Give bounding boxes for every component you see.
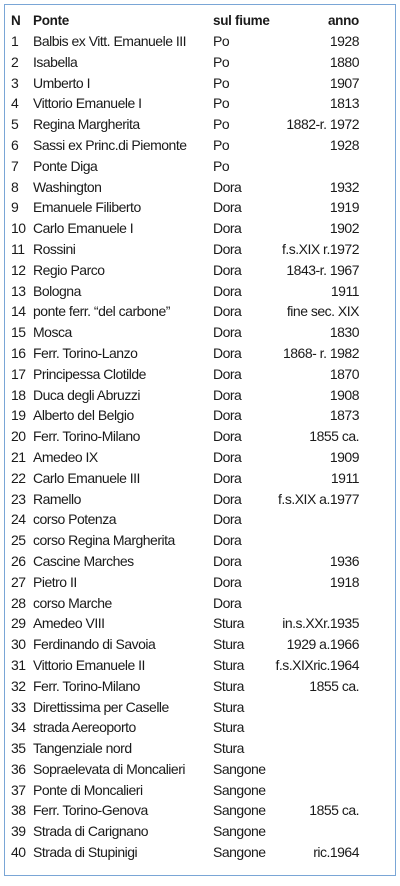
river-name: Stura	[213, 740, 244, 757]
table-row	[11, 738, 359, 759]
river-name: Po	[213, 74, 230, 91]
table-row	[11, 364, 359, 385]
bridge-name: Strada di Carignano	[33, 823, 149, 840]
row-number: 18	[11, 386, 26, 403]
bridge-name: Amedeo VIII	[33, 615, 105, 632]
table-row	[11, 385, 359, 406]
table-row	[11, 197, 359, 218]
year-value: ric.1964	[313, 844, 359, 861]
bridges-table	[11, 11, 359, 863]
river-name: Dora	[213, 178, 242, 195]
table-row	[11, 572, 359, 593]
river-name: Dora	[213, 511, 242, 528]
header-year: anno	[327, 13, 359, 28]
table-header-row	[11, 11, 359, 31]
row-number: 1	[11, 33, 19, 49]
bridge-name: Balbis ex Vitt. Emanuele III	[33, 33, 187, 49]
year-value	[269, 593, 359, 614]
bridge-name: corso Potenza	[33, 511, 116, 528]
bridge-name: Vittorio Emanuele I	[33, 95, 142, 112]
row-number: 35	[11, 740, 26, 757]
year-value: 1907	[329, 74, 359, 91]
year-value: 1911	[330, 469, 359, 486]
year-value	[269, 697, 359, 718]
row-number: 9	[11, 199, 19, 216]
bridge-name: strada Aereoporto	[33, 719, 136, 736]
river-name: Po	[213, 53, 230, 70]
table-row	[11, 509, 359, 530]
bridge-name: Bologna	[33, 282, 81, 299]
bridge-name: Sassi ex Princ.di Piemonte	[33, 136, 187, 153]
row-number: 37	[11, 781, 26, 798]
year-value: 1902	[329, 220, 359, 237]
table-row	[11, 447, 359, 468]
bridge-name: corso Regina Margherita	[33, 532, 175, 549]
bridge-name: Regio Parco	[33, 261, 105, 278]
year-value: 1830	[329, 324, 359, 341]
row-number: 5	[11, 116, 19, 133]
river-name: Dora	[213, 448, 242, 465]
year-value: 1928	[329, 136, 359, 153]
river-name: Sangone	[213, 823, 266, 840]
river-name: Dora	[213, 407, 242, 424]
year-value: f.s.XIXric.1964	[275, 656, 359, 673]
year-value	[269, 509, 359, 530]
table-row	[11, 655, 359, 676]
year-value: 1929 a.1966	[286, 636, 359, 653]
row-number: 16	[11, 344, 26, 361]
bridge-name: Ferr. Torino-Genova	[33, 802, 148, 819]
row-number: 6	[11, 136, 19, 153]
year-value: f.s.XIX a.1977	[278, 490, 359, 507]
year-value	[269, 759, 359, 780]
table-row	[11, 260, 359, 281]
year-value: 1908	[329, 386, 359, 403]
bridge-name: Principessa Clotilde	[33, 365, 146, 382]
river-name: Sangone	[213, 802, 266, 819]
table-row	[11, 218, 359, 239]
bridge-name: ponte ferr. “del carbone”	[33, 303, 170, 320]
river-name: Sangone	[213, 781, 266, 798]
river-name: Dora	[213, 428, 242, 445]
year-value: 1911	[330, 282, 359, 299]
bridge-name: Direttissima per Caselle	[33, 698, 169, 715]
bridge-name: Ferr. Torino-Milano	[33, 677, 140, 694]
bridge-name: Duca degli Abruzzi	[33, 386, 140, 403]
year-value: 1919	[329, 199, 359, 216]
river-name: Dora	[213, 282, 242, 299]
bridge-name: Pietro II	[33, 573, 77, 590]
row-number: 28	[11, 594, 26, 611]
row-number: 40	[11, 844, 26, 861]
table-row	[11, 239, 359, 260]
river-name: Po	[213, 95, 230, 112]
table-row	[11, 426, 359, 447]
table-row	[11, 842, 359, 863]
bridge-name: Tangenziale nord	[33, 740, 132, 757]
row-number: 4	[11, 95, 19, 112]
table-row	[11, 780, 359, 801]
year-value	[269, 821, 359, 842]
river-name: Po	[213, 136, 230, 153]
year-value: 1880	[329, 53, 359, 70]
river-name: Stura	[213, 636, 244, 653]
year-value	[269, 738, 359, 759]
bridge-name: Washington	[33, 178, 102, 195]
river-name: Dora	[213, 324, 242, 341]
table-row	[11, 177, 359, 198]
year-value: 1868- r. 1982	[282, 344, 359, 361]
bridge-name: Cascine Marches	[33, 552, 134, 569]
bridge-name: Alberto del Belgio	[33, 407, 134, 424]
table-row	[11, 281, 359, 302]
table-body	[11, 31, 359, 863]
year-value: in.s.XXr.1935	[282, 615, 359, 632]
table-row	[11, 156, 359, 177]
row-number: 2	[11, 53, 19, 70]
bridge-name: Ferr. Torino-Lanzo	[33, 344, 138, 361]
river-name: Dora	[213, 490, 242, 507]
table-row	[11, 73, 359, 94]
row-number: 29	[11, 615, 26, 632]
river-name: Dora	[213, 573, 242, 590]
river-name: Sangone	[213, 844, 266, 861]
table-row	[11, 821, 359, 842]
row-number: 19	[11, 407, 26, 424]
bridge-name: Ferr. Torino-Milano	[33, 428, 140, 445]
row-number: 26	[11, 552, 26, 569]
row-number: 27	[11, 573, 26, 590]
bridge-name: Strada di Stupinigi	[33, 844, 138, 861]
bridge-name: Carlo Emanuele III	[33, 469, 140, 486]
river-name: Dora	[213, 532, 242, 549]
bridge-name: Rossini	[33, 240, 76, 257]
row-number: 24	[11, 511, 26, 528]
table-row	[11, 489, 359, 510]
table-row	[11, 613, 359, 634]
year-value: 1918	[329, 573, 359, 590]
table-row	[11, 31, 359, 52]
bridge-name: corso Marche	[33, 594, 112, 611]
bridge-name: Vittorio Emanuele II	[33, 656, 145, 673]
year-value: 1855 ca.	[309, 428, 359, 445]
year-value: 1936	[329, 552, 359, 569]
year-value: 1855 ca.	[309, 677, 359, 694]
table-row	[11, 530, 359, 551]
header-number: N	[11, 13, 21, 28]
row-number: 8	[11, 178, 19, 195]
table-row	[11, 135, 359, 156]
row-number: 25	[11, 532, 26, 549]
row-number: 38	[11, 802, 26, 819]
bridge-name: Emanuele Filiberto	[33, 199, 141, 216]
row-number: 12	[11, 261, 26, 278]
year-value: 1928	[329, 33, 359, 49]
river-name: Stura	[213, 656, 244, 673]
row-number: 36	[11, 760, 26, 777]
river-name: Dora	[213, 365, 242, 382]
year-value	[269, 780, 359, 801]
table-row	[11, 405, 359, 426]
river-name: Stura	[213, 615, 244, 632]
row-number: 13	[11, 282, 26, 299]
river-name: Sangone	[213, 760, 266, 777]
table-row	[11, 114, 359, 135]
year-value	[269, 530, 359, 551]
table-row	[11, 52, 359, 73]
year-value: f.s.XIX r.1972	[281, 240, 359, 257]
table-frame	[4, 4, 396, 876]
river-name: Dora	[213, 594, 242, 611]
table-row	[11, 717, 359, 738]
table-row	[11, 676, 359, 697]
year-value: 1932	[329, 178, 359, 195]
year-value: 1843-r. 1967	[286, 261, 359, 278]
row-number: 7	[11, 157, 19, 174]
row-number: 39	[11, 823, 26, 840]
year-value	[269, 717, 359, 738]
river-name: Dora	[213, 199, 242, 216]
bridge-name: Carlo Emanuele I	[33, 220, 134, 237]
table-row	[11, 759, 359, 780]
river-name: Dora	[213, 469, 242, 486]
table-row	[11, 93, 359, 114]
row-number: 17	[11, 365, 26, 382]
year-value: 1882-r. 1972	[286, 116, 359, 133]
river-name: Dora	[213, 220, 242, 237]
row-number: 31	[11, 656, 26, 673]
table-row	[11, 301, 359, 322]
row-number: 34	[11, 719, 26, 736]
river-name: Po	[213, 33, 230, 49]
bridge-name: Umberto I	[33, 74, 90, 91]
bridge-name: Amedeo IX	[33, 448, 98, 465]
table-row	[11, 634, 359, 655]
table-row	[11, 697, 359, 718]
row-number: 14	[11, 303, 26, 320]
header-river: sul fiume	[213, 13, 270, 28]
year-value: 1855 ca.	[309, 802, 359, 819]
river-name: Dora	[213, 240, 242, 257]
year-value	[269, 156, 359, 177]
river-name: Dora	[213, 386, 242, 403]
row-number: 15	[11, 324, 26, 341]
bridge-name: Isabella	[33, 53, 78, 70]
row-number: 22	[11, 469, 26, 486]
table-row	[11, 551, 359, 572]
bridge-name: Ponte Diga	[33, 157, 98, 174]
row-number: 10	[11, 220, 26, 237]
year-value: 1909	[329, 448, 359, 465]
table-row	[11, 593, 359, 614]
bridge-name: Sopraelevata di Moncalieri	[33, 760, 185, 777]
year-value: fine sec. XIX	[286, 303, 359, 320]
table-row	[11, 468, 359, 489]
year-value: 1870	[329, 365, 359, 382]
river-name: Stura	[213, 677, 244, 694]
row-number: 33	[11, 698, 26, 715]
row-number: 21	[11, 448, 26, 465]
table-row	[11, 322, 359, 343]
river-name: Dora	[213, 344, 242, 361]
river-name: Dora	[213, 552, 242, 569]
river-name: Stura	[213, 698, 244, 715]
river-name: Po	[213, 157, 230, 174]
row-number: 11	[11, 240, 25, 257]
bridge-name: Mosca	[33, 324, 72, 341]
header-bridge: Ponte	[33, 13, 70, 28]
river-name: Po	[213, 116, 230, 133]
year-value: 1873	[329, 407, 359, 424]
bridge-name: Ponte di Moncalieri	[33, 781, 143, 798]
river-name: Stura	[213, 719, 244, 736]
row-number: 23	[11, 490, 26, 507]
bridge-name: Regina Margherita	[33, 116, 140, 133]
bridge-name: Ferdinando di Savoia	[33, 636, 156, 653]
table-row	[11, 800, 359, 821]
river-name: Dora	[213, 303, 242, 320]
row-number: 32	[11, 677, 26, 694]
row-number: 30	[11, 636, 26, 653]
bridge-name: Ramello	[33, 490, 81, 507]
row-number: 3	[11, 74, 19, 91]
river-name: Dora	[213, 261, 242, 278]
row-number: 20	[11, 428, 26, 445]
table-row	[11, 343, 359, 364]
year-value: 1813	[329, 95, 359, 112]
